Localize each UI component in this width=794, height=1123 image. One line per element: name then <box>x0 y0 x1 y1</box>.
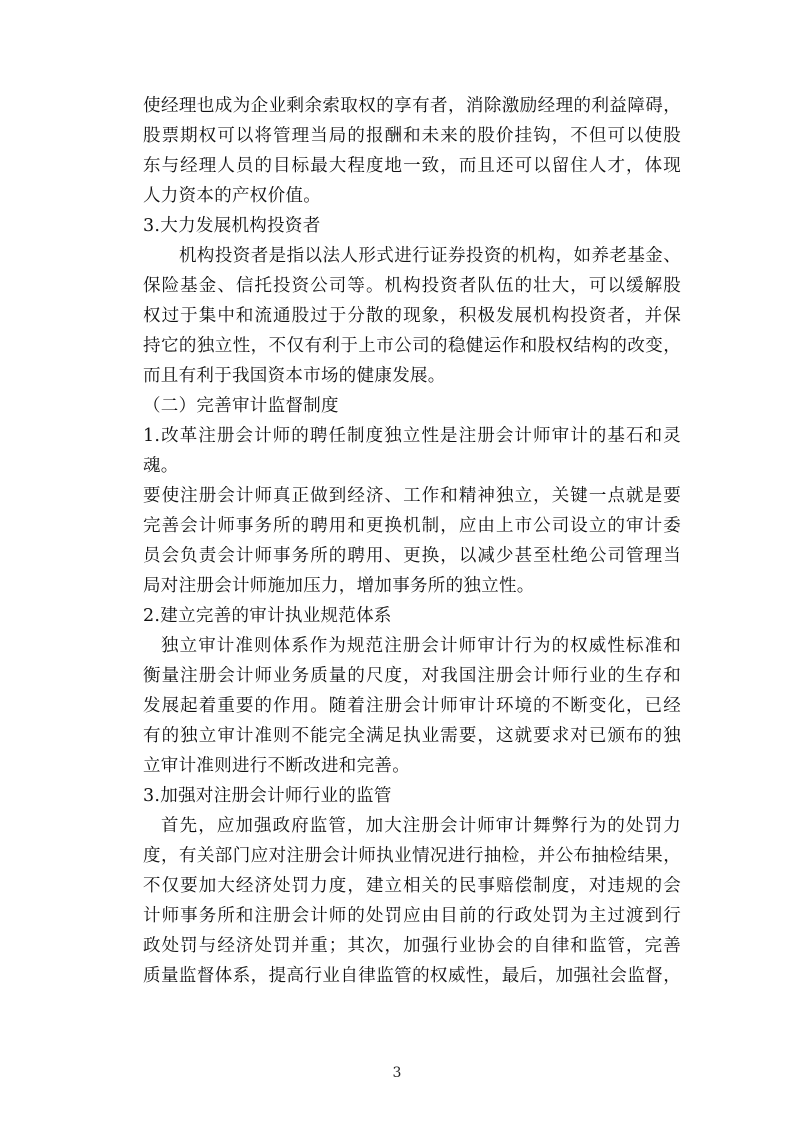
page-number: 3 <box>392 1065 402 1081</box>
text-line: 政处罚与经济处罚并重；其次，加强行业协会的自律和监管，完善 <box>143 936 681 956</box>
text-line: 有的独立审计准则不能完全满足执业需要，这就要求对已颁布的独 <box>143 726 681 746</box>
text-line: 发展起着重要的作用。随着注册会计师审计环境的不断变化，已经 <box>143 696 681 716</box>
text-line: 局对注册会计师施加压力，增加事务所的独立性。 <box>143 576 535 596</box>
text-line: 3.加强对注册会计师行业的监管 <box>143 786 392 806</box>
text-line: 员会负责会计师事务所的聘用、更换，以减少甚至杜绝公司管理当 <box>143 546 681 566</box>
text-line: 使经理也成为企业剩余索取权的享有者，消除激励经理的利益障碍， <box>143 96 681 116</box>
text-line: 质量监督体系，提高行业自律监管的权威性，最后，加强社会监督， <box>143 966 681 986</box>
text-line: 而且有利于我国资本市场的健康发展。 <box>143 366 446 386</box>
text-line: （二）完善审计监督制度 <box>143 396 339 416</box>
text-line: 不仅要加大经济处罚力度，建立相关的民事赔偿制度，对违规的会 <box>143 876 681 896</box>
body-text <box>143 91 681 991</box>
text-line: 人力资本的产权价值。 <box>143 186 321 206</box>
text-line: 机构投资者是指以法人形式进行证券投资的机构，如养老基金、 <box>179 246 681 266</box>
text-line: 独立审计准则体系作为规范注册会计师审计行为的权威性标准和 <box>161 636 681 656</box>
text-line: 度，有关部门应对注册会计师执业情况进行抽检，并公布抽检结果， <box>143 846 681 866</box>
text-line: 衡量注册会计师业务质量的尺度，对我国注册会计师行业的生存和 <box>143 666 681 686</box>
text-line: 保险基金、信托投资公司等。机构投资者队伍的壮大，可以缓解股 <box>143 276 681 296</box>
text-line: 1.改革注册会计师的聘任制度独立性是注册会计师审计的基石和灵 <box>143 426 681 446</box>
text-line: 立审计准则进行不断改进和完善。 <box>143 756 410 776</box>
text-line: 2.建立完善的审计执业规范体系 <box>143 606 392 626</box>
text-line: 要使注册会计师真正做到经济、工作和精神独立，关键一点就是要 <box>143 486 681 506</box>
text-line: 持它的独立性，不仅有利于上市公司的稳健运作和股权结构的改变， <box>143 336 681 356</box>
text-line: 3.大力发展机构投资者 <box>143 216 321 236</box>
text-line: 股票期权可以将管理当局的报酬和未来的股价挂钩，不但可以使股 <box>143 126 681 146</box>
text-line: 东与经理人员的目标最大程度地一致，而且还可以留住人才，体现 <box>143 156 681 176</box>
text-line: 首先，应加强政府监管，加大注册会计师审计舞弊行为的处罚力 <box>161 816 681 836</box>
text-line: 完善会计师事务所的聘用和更换机制，应由上市公司设立的审计委 <box>143 516 681 536</box>
text-line: 权过于集中和流通股过于分散的现象，积极发展机构投资者，并保 <box>143 306 681 326</box>
text-line: 魂。 <box>143 456 179 476</box>
text-line: 计师事务所和注册会计师的处罚应由目前的行政处罚为主过渡到行 <box>143 906 681 926</box>
